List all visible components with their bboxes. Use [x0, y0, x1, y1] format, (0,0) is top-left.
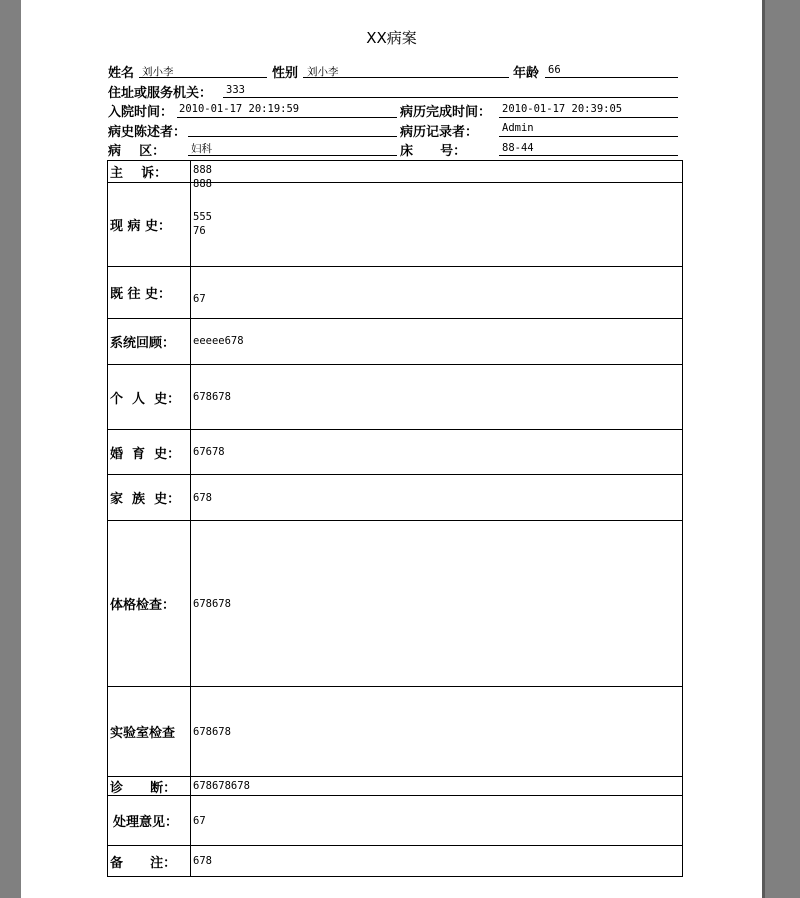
ward-value: 妇科 [191, 143, 212, 155]
marital-history-value: 67678 [193, 446, 225, 458]
table-row [108, 161, 682, 190]
system-review-value: eeeee678 [193, 335, 244, 347]
table-row [108, 319, 682, 365]
narrator-label: 病史陈述者： [108, 125, 187, 140]
bed-label: 床 号： [400, 144, 467, 159]
page-edge-shadow [762, 0, 765, 898]
age-label: 年龄 [513, 66, 540, 81]
system-review-label: 系统回顾： [108, 319, 191, 364]
sex-label: 性别 [272, 66, 299, 81]
complete-time-underline [499, 117, 678, 118]
name-label: 姓名 [108, 66, 135, 81]
address-label: 住址或服务机关： [108, 86, 213, 101]
personal-history-value: 678678 [193, 391, 231, 403]
diagnosis-value: 678678678 [193, 780, 250, 792]
name-value: 刘小李 [142, 66, 174, 78]
table-row [108, 267, 682, 319]
document-title: XX病案 [366, 29, 417, 47]
sex-underline [303, 77, 509, 78]
table-row [108, 365, 682, 430]
family-history-value: 678 [193, 492, 212, 504]
recorder-underline [499, 136, 678, 137]
admit-time-label: 入院时间： [108, 105, 174, 120]
family-history-label: 家 族 史： [108, 475, 191, 520]
physical-exam-label: 体格检查： [108, 521, 191, 686]
admit-time-underline [177, 117, 397, 118]
recorder-label: 病历记录者： [400, 125, 479, 140]
medical-record-table [107, 160, 683, 877]
bed-value: 88-44 [502, 142, 534, 154]
table-row [108, 846, 682, 876]
ward-underline [188, 155, 397, 156]
ward-label: 病 区： [108, 144, 166, 159]
personal-history-label: 个 人 史： [108, 365, 191, 429]
present-illness-label: 现 病 史： [108, 183, 191, 266]
document-page [21, 0, 763, 898]
complete-time-label: 病历完成时间： [400, 105, 492, 120]
address-underline [223, 97, 678, 98]
lab-exam-label: 实验室检查 [108, 687, 191, 776]
remarks-value: 678 [193, 855, 212, 867]
table-row [108, 687, 682, 777]
table-row [108, 777, 682, 796]
chief-complaint-value: 888 888 [193, 164, 212, 190]
table-row [108, 475, 682, 521]
table-row [108, 521, 682, 687]
bed-underline [499, 155, 678, 156]
sex-value: 刘小李 [307, 66, 339, 78]
name-underline [139, 77, 267, 78]
lab-exam-value: 678678 [193, 726, 231, 738]
remarks-label: 备 注： [108, 846, 191, 876]
complete-time-value: 2010-01-17 20:39:05 [502, 103, 623, 115]
address-value: 333 [226, 84, 245, 96]
treatment-opinion-value: 67 [193, 815, 206, 827]
marital-history-label: 婚 育 史： [108, 430, 191, 474]
age-value: 66 [548, 64, 561, 76]
present-illness-value: 555 76 [193, 211, 212, 237]
table-row [108, 796, 682, 846]
chief-complaint-label: 主 诉： [108, 161, 191, 182]
physical-exam-value: 678678 [193, 598, 231, 610]
age-underline [545, 77, 678, 78]
narrator-underline [188, 136, 397, 137]
recorder-value: Admin [502, 122, 534, 134]
past-history-value: 67 [193, 293, 206, 305]
admit-time-value: 2010-01-17 20:19:59 [179, 103, 300, 115]
table-row [108, 430, 682, 475]
past-history-label: 既 往 史： [108, 267, 191, 318]
treatment-opinion-label: 处理意见： [108, 796, 191, 845]
diagnosis-label: 诊 断： [108, 777, 191, 795]
table-row [108, 183, 682, 267]
